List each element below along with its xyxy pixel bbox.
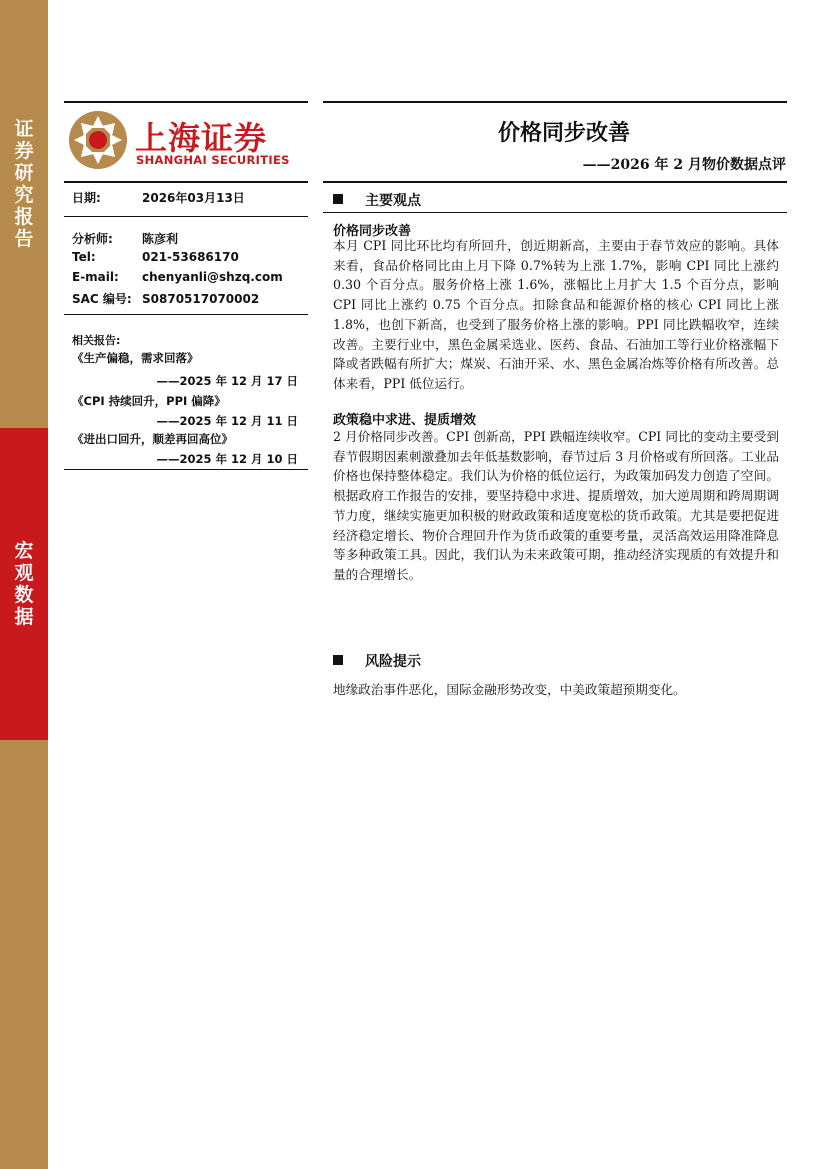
tel-value: 021-53686170 xyxy=(142,250,239,264)
risk-text: 地缘政治事件恶化，国际金融形势改变，中美政策超预期变化。 xyxy=(333,682,686,697)
related-divider xyxy=(64,314,308,315)
paragraph-title: 价格同步改善 xyxy=(333,224,412,239)
report-subtitle: ——2026 年 2 月物价数据点评 xyxy=(582,157,786,173)
right-header-rule xyxy=(323,181,787,183)
related-report-date: ——2025 年 12 月 10 日 xyxy=(156,452,298,466)
left-bottom-rule xyxy=(64,469,308,470)
analyst-label: 分析师: xyxy=(72,232,113,246)
sac-row xyxy=(72,290,259,307)
analyst-row xyxy=(72,230,178,247)
bullet-square-icon xyxy=(333,655,343,665)
paragraph-title: 政策稳中求进、提质增效 xyxy=(333,413,477,428)
related-report-date: ——2025 年 12 月 11 日 xyxy=(156,414,298,428)
section-heading-main-points xyxy=(333,190,421,210)
tel-row xyxy=(72,250,239,264)
related-report-title[interactable]: 《CPI 持续回升，PPI 偏降》 xyxy=(72,394,226,408)
brand-logo-icon xyxy=(68,110,128,170)
analyst-value: 陈彦利 xyxy=(142,232,179,246)
related-report-date: ——2025 年 12 月 17 日 xyxy=(156,374,298,388)
date-row xyxy=(72,189,245,206)
brand-name-en: SHANGHAI SECURITIES xyxy=(136,153,290,167)
info-divider xyxy=(64,216,308,217)
paragraph-body: 本月 CPI 同比环比均有所回升，创近期新高，主要由于春节效应的影响。具体来看，食品价格同比由上月下降 0.7%转为上涨 1.7%，影响 CPI 同比上涨约 0.30 个百分点。服务价格上涨 1.6%，涨幅比上月扩大 1.5 个百分点，影响 CPI 同比上涨约 0.75 个百分点。扣除食品和能源价格的核心 CPI 同比上涨 1.8%，也创下新高，也受到了服务价格上涨的影响。PPI 同比跌幅收窄，连续改善。主要行业中，黑色金属采选业、医药、食品、石油加工等行业价格涨幅下降或者跌幅有所扩大；煤炭、石油开采、水、黑色金属冶炼等价格有所改善。总体来看，PPI 低位运行。 xyxy=(333,238,779,391)
section-divider xyxy=(323,212,787,213)
date-label: 日期: xyxy=(72,191,101,205)
report-title: 价格同步改善 xyxy=(497,120,630,146)
brand-name-cn: 上海证券 xyxy=(135,119,268,157)
tel-label: Tel: xyxy=(72,250,96,264)
date-value: 2026年03月13日 xyxy=(142,191,245,205)
sac-label: SAC 编号: xyxy=(72,292,132,306)
right-top-rule xyxy=(323,101,787,103)
bullet-square-icon xyxy=(333,194,343,204)
sidebar-category-mid: 宏观数据 xyxy=(14,540,34,628)
section-heading-text: 风险提示 xyxy=(365,654,421,670)
related-reports-heading: 相关报告: xyxy=(72,334,121,347)
email-label: E-mail: xyxy=(72,270,119,284)
left-header-rule xyxy=(64,181,308,183)
sac-value: S0870517070002 xyxy=(142,292,260,306)
section-heading-text: 主要观点 xyxy=(365,193,421,209)
paragraph-body: 2 月价格同步改善。CPI 创新高，PPI 跌幅连续收窄。CPI 同比的变动主要受到春节假期因素刺激叠加去年低基数影响，春节过后 3 月价格或有所回落。工业品价格也保持整体稳定。我们认为价格的低位运行，为政策加码发力创造了空间。根据政府工作报告的安排，要坚持稳中求进、提质增效，加大逆周期和跨周期调节力度，继续实施更加积极的财政政策和适度宽松的货币政策。尤其是要把促进经济稳定增长、物价合理回升作为货币政策的重要考量，灵活高效运用降准降息等多种政策工具。因此，我们认为未来政策可期，推动经济实现质的有效提升和量的合理增长。 xyxy=(333,429,779,582)
related-report-title[interactable]: 《生产偏稳，需求回落》 xyxy=(72,351,199,365)
sidebar-category-top: 证券研究报告 xyxy=(14,118,34,250)
section-heading-risk xyxy=(333,651,421,671)
related-report-title[interactable]: 《进出口回升，顺差再回高位》 xyxy=(72,432,233,446)
email-row xyxy=(72,270,283,284)
email-value[interactable]: chenyanli@shzq.com xyxy=(142,270,283,284)
left-top-rule xyxy=(64,101,308,103)
